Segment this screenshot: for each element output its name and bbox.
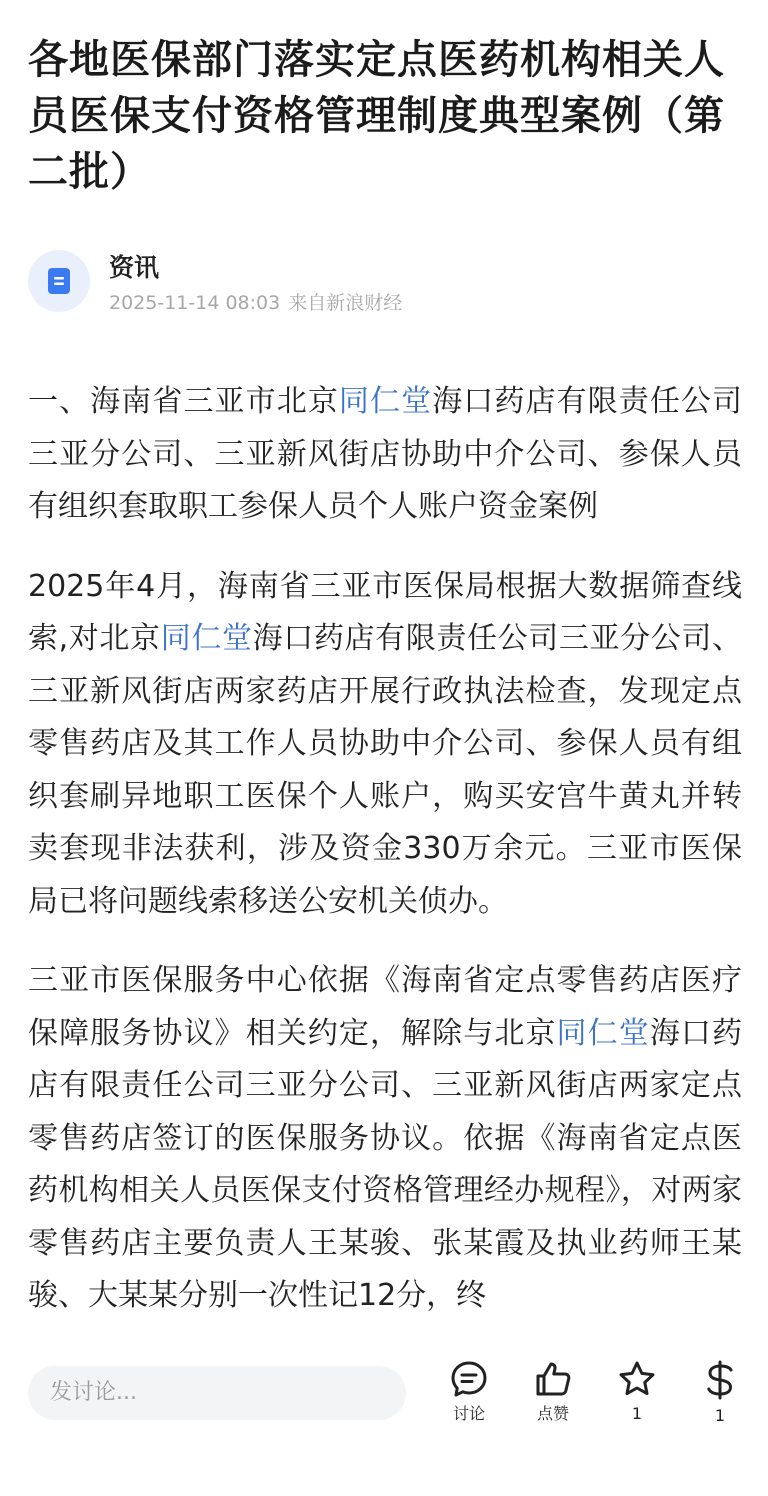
article-body [28,376,742,1350]
document-icon [48,268,70,294]
author-name[interactable]: 资讯 [109,253,160,282]
stock-link[interactable]: 同仁堂 [556,1015,650,1051]
avatar[interactable] [28,250,90,312]
text-segment: 2025年4月，海南省三亚市医保局根据大数据筛查线索,对北京 [28,568,742,656]
like-button[interactable] [515,1360,591,1430]
stock-link[interactable]: 同仁堂 [160,621,253,656]
bottom-action-bar [0,1348,768,1496]
text-segment: 海口药店有限责任公司三亚分公司、三亚新风街店协助中介公司、参保人员有组织套取职工参保人员个人账户资金案例 [28,384,743,524]
source-label: 来自新浪财经 [288,292,403,314]
author-block[interactable] [28,250,740,314]
favorite-button[interactable] [599,1360,675,1430]
text-segment: 三亚市医保服务中心依据《海南省定点零售药店医疗保障服务协议》相关约定，解除与北京 [28,963,742,1051]
reward-count: 1 [714,1406,726,1425]
favorite-count: 1 [631,1404,643,1423]
author-meta [109,290,410,316]
star-icon [617,1360,657,1398]
text-segment: 海口药店有限责任公司三亚分公司、三亚新风街店两家定点零售药店签订的医保服务协议。依据《海南省定点医药机构相关人员医保支付资格管理经办规程》，对两家零售药店主要负责人王某骏、张某霞及执业药师王某骏、大某某分别一次性记12分，终 [28,1015,743,1313]
text-segment: 一、海南省三亚市北京 [28,384,339,419]
discuss-button[interactable] [431,1360,507,1430]
text-segment: 海口药店有限责任公司三亚分公司、三亚新风街店两家药店开展行政执法检查，发现定点零售药店及其工作人员协助中介公司、参保人员有组织套刷异地职工医保个人账户，购买安宫牛黄丸并转卖套现非法获利，涉及资金330万余元。三亚市医保局已将问题线索移送公安机关侦办。 [28,621,743,919]
reward-button[interactable] [682,1360,758,1430]
paragraph [28,955,742,1323]
like-label: 点赞 [536,1404,569,1423]
article-title: 各地医保部门落实定点医药机构相关人员医保支付资格管理制度典型案例（第二批） [28,37,725,195]
stock-link[interactable]: 同仁堂 [338,384,433,419]
dollar-icon [705,1360,735,1400]
discuss-icon [450,1360,488,1398]
publish-time: 2025-11-14 08:03 [109,292,281,314]
discuss-label: 讨论 [452,1404,485,1423]
comment-input[interactable]: 发讨论... [28,1366,406,1420]
thumbs-up-icon [534,1360,572,1398]
paragraph-heading [28,376,742,534]
paragraph [28,561,742,929]
